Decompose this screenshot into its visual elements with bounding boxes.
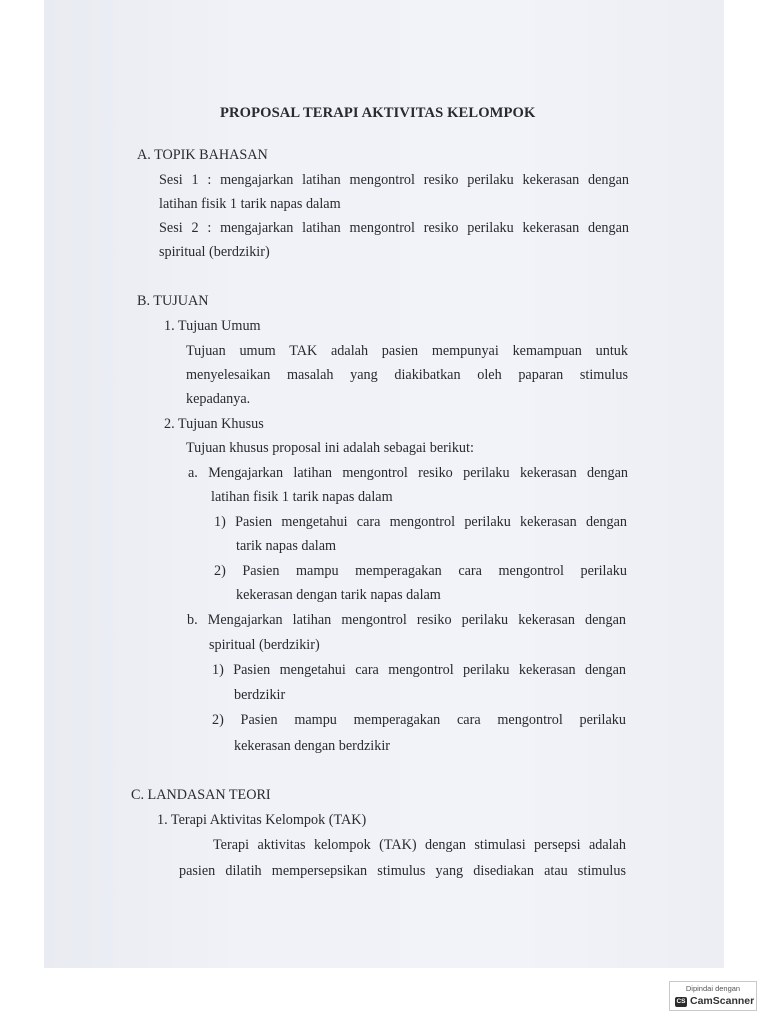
section-a-line: Sesi 2 : mengajarkan latihan mengontrol resiko perilaku kekerasan dengan (159, 220, 629, 236)
tujuan-umum-line: kepadanya. (186, 391, 251, 407)
landasan-item-line: pasien dilatih mempersepsikan stimulus yang disediakan atau stimulus (179, 863, 626, 879)
watermark-brand: CamScanner (690, 995, 755, 1007)
tujuan-umum-line: Tujuan umum TAK adalah pasien mempunyai kemampuan untuk (186, 343, 628, 359)
document-title: PROPOSAL TERAPI AKTIVITAS KELOMPOK (220, 105, 536, 121)
section-a-line: latihan fisik 1 tarik napas dalam (159, 196, 341, 212)
tujuan-khusus-intro: Tujuan khusus proposal ini adalah sebagai berikut: (186, 440, 474, 456)
tujuan-umum-line: menyelesaikan masalah yang diakibatkan oleh paparan stimulus (186, 367, 628, 383)
landasan-item-line: Terapi aktivitas kelompok (TAK) dengan stimulasi persepsi adalah (213, 837, 626, 853)
section-a-line: Sesi 1 : mengajarkan latihan mengontrol resiko perilaku kekerasan dengan (159, 172, 629, 188)
sub-a-line: latihan fisik 1 tarik napas dalam (211, 489, 393, 505)
sub-a-line: a. Mengajarkan latihan mengontrol resiko perilaku kekerasan dengan (188, 465, 628, 481)
section-a-heading: A. TOPIK BAHASAN (137, 147, 268, 163)
tujuan-umum-heading: 1. Tujuan Umum (164, 318, 261, 334)
sub-b-line: spiritual (berdzikir) (209, 637, 320, 653)
sub-a-point: kekerasan dengan tarik napas dalam (236, 587, 441, 603)
sub-b-point: kekerasan dengan berdzikir (234, 738, 390, 754)
landasan-item-heading: 1. Terapi Aktivitas Kelompok (TAK) (157, 812, 367, 828)
watermark-caption: Dipindai dengan (685, 984, 741, 993)
sub-b-line: b. Mengajarkan latihan mengontrol resiko perilaku kekerasan dengan (187, 612, 626, 628)
camscanner-logo-icon: CS (676, 998, 686, 1005)
tujuan-khusus-heading: 2. Tujuan Khusus (164, 416, 264, 432)
sub-b-point: berdzikir (234, 687, 286, 703)
sub-a-point: 2) Pasien mampu memperagakan cara mengontrol perilaku (214, 563, 627, 579)
sub-b-point: 1) Pasien mengetahui cara mengontrol perilaku kekerasan dengan (212, 662, 626, 678)
sub-a-point: tarik napas dalam (236, 538, 337, 554)
section-a-line: spiritual (berdzikir) (159, 244, 270, 260)
sub-a-point: 1) Pasien mengetahui cara mengontrol perilaku kekerasan dengan (214, 514, 627, 530)
camscanner-watermark (669, 981, 757, 1011)
section-c-heading: C. LANDASAN TEORI (131, 787, 271, 803)
sub-b-point: 2) Pasien mampu memperagakan cara mengontrol perilaku (212, 712, 626, 728)
section-b-heading: B. TUJUAN (137, 293, 209, 309)
